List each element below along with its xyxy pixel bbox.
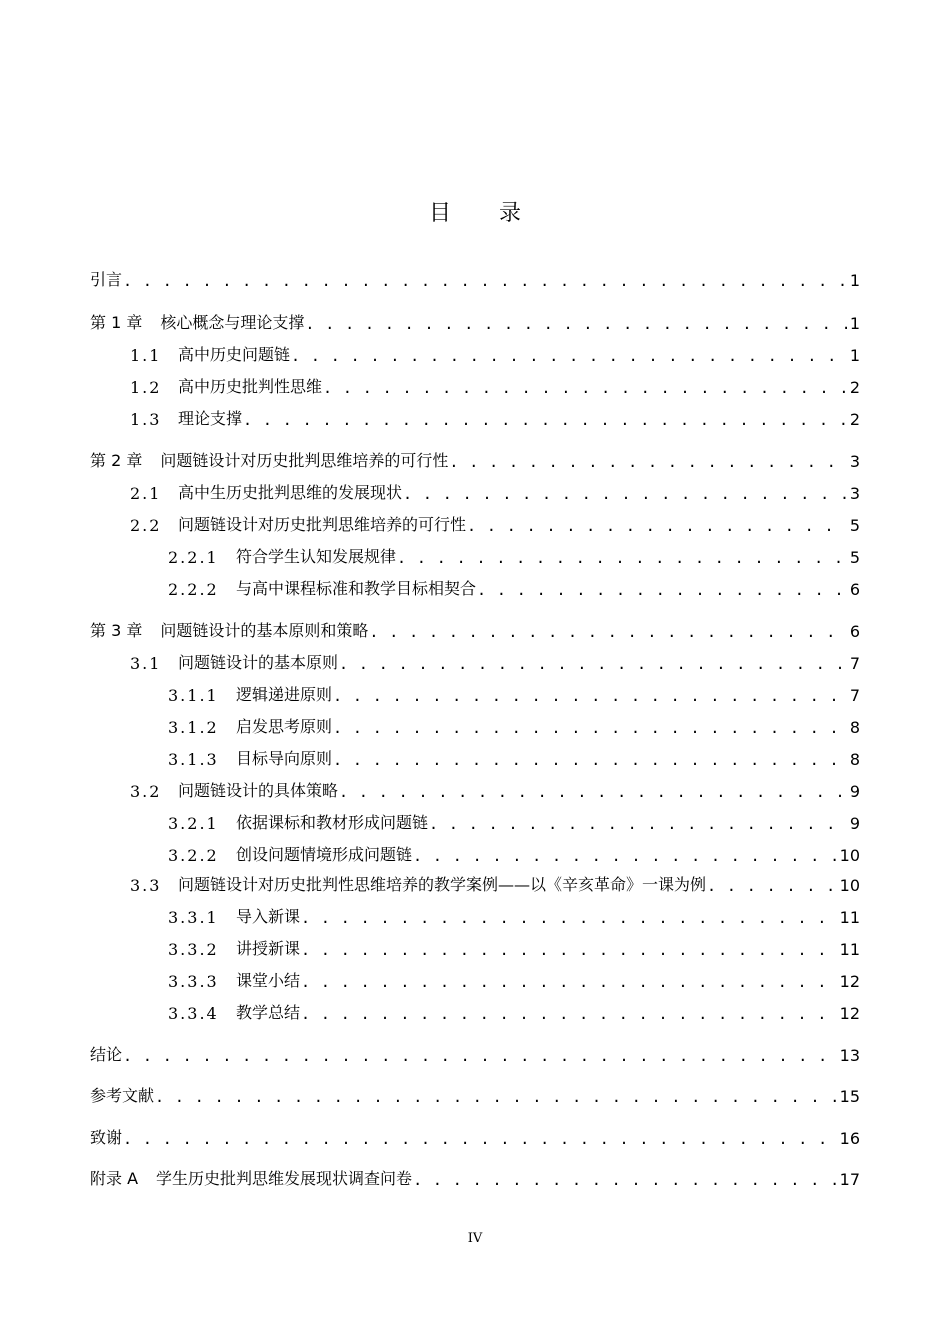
- toc-entry-label: [130, 650, 338, 673]
- toc-entry[interactable]: [90, 266, 860, 290]
- toc-entry-page: 1: [849, 314, 860, 333]
- dot-leader: [403, 483, 847, 503]
- toc-entry-label: [130, 374, 322, 397]
- toc-entry[interactable]: [130, 649, 860, 673]
- dot-leader: [301, 907, 837, 927]
- toc-entry-label: [90, 1083, 154, 1106]
- toc-entry-label: [168, 576, 476, 599]
- toc-entry-label: [90, 1042, 122, 1065]
- toc-entry-title: 问题链设计对历史批判性思维培养的教学案例——以《辛亥革命》一课为例: [178, 875, 707, 894]
- toc-entry[interactable]: [130, 511, 860, 535]
- toc-entry-label: [130, 480, 402, 503]
- toc-entry-label: [130, 342, 290, 365]
- toc-entry-number: 2.2.1: [168, 548, 219, 567]
- toc-entry-title: 高中生历史批判思维的发展现状: [178, 483, 403, 502]
- toc-entry-label: [90, 1166, 412, 1189]
- toc-entry[interactable]: [130, 405, 860, 429]
- toc-entry-number: 3.2.1: [168, 814, 219, 833]
- toc-entry[interactable]: [168, 903, 860, 927]
- dot-leader: [429, 813, 847, 833]
- dot-leader: [369, 621, 846, 641]
- toc-entry-title: 学生历史批判思维发展现状调查问卷: [156, 1169, 413, 1188]
- toc-entry[interactable]: [130, 479, 860, 503]
- toc-entry-page: 5: [849, 516, 860, 535]
- toc-entry[interactable]: [168, 713, 860, 737]
- toc-entry[interactable]: [90, 617, 860, 641]
- toc-entry-label: [168, 682, 332, 705]
- toc-entry[interactable]: [90, 1082, 860, 1106]
- toc-entry-title: 依据课标和教材形成问题链: [236, 813, 429, 832]
- toc-entry-label: [168, 810, 428, 833]
- toc-entry-title: 教学总结: [236, 1003, 301, 1022]
- toc-entry[interactable]: [130, 777, 860, 801]
- toc-entry[interactable]: [168, 935, 860, 959]
- toc-entry-number: 附录 A: [90, 1169, 139, 1188]
- toc-entry-page: 16: [839, 1129, 860, 1148]
- toc-entry-number: 3.2.2: [168, 846, 219, 865]
- toc-entry-title: 引言: [90, 270, 123, 289]
- toc-entry-number: 3.1.2: [168, 718, 219, 737]
- dot-leader: [323, 377, 847, 397]
- toc-entry-title: 目标导向原则: [236, 749, 333, 768]
- toc-entry-number: 1.3: [130, 410, 162, 429]
- toc-entry-title: 逻辑递进原则: [236, 685, 333, 704]
- dot-leader: [301, 939, 837, 959]
- toc-entry-label: [168, 544, 396, 567]
- toc-entry-page: 9: [849, 782, 860, 801]
- toc-entry-title: 高中历史批判性思维: [178, 377, 323, 396]
- toc-entry-number: 2.1: [130, 484, 162, 503]
- toc-entry-page: 11: [839, 908, 860, 927]
- toc-entry-page: 1: [849, 346, 860, 365]
- toc-entry[interactable]: [90, 447, 860, 471]
- toc-entry-page: 3: [849, 484, 860, 503]
- toc-entry-page: 12: [839, 972, 860, 991]
- toc-entry[interactable]: [90, 1041, 860, 1065]
- toc-entry[interactable]: [90, 1124, 860, 1148]
- toc-entry-page: 6: [849, 580, 860, 599]
- toc-entry-title: 与高中课程标准和教学目标相契合: [236, 579, 477, 598]
- toc-entry-number: 第 1 章: [90, 313, 143, 332]
- toc-entry-label: [168, 968, 300, 991]
- toc-entry-title: 符合学生认知发展规律: [236, 547, 397, 566]
- toc-entry[interactable]: [90, 1165, 860, 1189]
- toc-entry-label: [90, 1125, 122, 1148]
- toc-entry-number: 3.3.2: [168, 940, 219, 959]
- toc-entry-number: 3.1.1: [168, 686, 219, 705]
- dot-leader: [339, 653, 847, 673]
- toc-entry[interactable]: [168, 745, 860, 769]
- toc-title-char-2: 录: [499, 201, 522, 226]
- dot-leader: [333, 749, 847, 769]
- dot-leader: [339, 781, 847, 801]
- dot-leader: [413, 845, 837, 865]
- toc-entry-number: 第 3 章: [90, 621, 143, 640]
- toc-entry-page: 7: [849, 654, 860, 673]
- toc-entry-title: 高中历史问题链: [178, 345, 291, 364]
- dot-leader: [305, 313, 846, 333]
- toc-entry[interactable]: [168, 543, 860, 567]
- toc-entry-label: [168, 746, 332, 769]
- toc-entry-title: 导入新课: [236, 907, 301, 926]
- toc-entry-number: 3.3.1: [168, 908, 219, 927]
- toc-entry[interactable]: [130, 373, 860, 397]
- toc-entry-page: 17: [839, 1170, 860, 1189]
- toc-entry-number: 2.2.2: [168, 580, 219, 599]
- toc-entry[interactable]: [168, 575, 860, 599]
- dot-leader: [333, 685, 847, 705]
- toc-entry[interactable]: [168, 967, 860, 991]
- toc-entry-number: 3.3.4: [168, 1004, 219, 1023]
- toc-entry-page: 10: [839, 876, 860, 895]
- toc-entry-page: 7: [849, 686, 860, 705]
- dot-leader: [449, 451, 846, 471]
- toc-entry-title: 问题链设计对历史批判思维培养的可行性: [178, 515, 467, 534]
- toc-entry-number: 1.2: [130, 378, 162, 397]
- dot-leader: [243, 409, 847, 429]
- toc-entry[interactable]: [168, 841, 860, 865]
- toc-entry-page: 13: [839, 1046, 860, 1065]
- dot-leader: [707, 875, 837, 895]
- toc-entry-number: 3.1.3: [168, 750, 219, 769]
- dot-leader: [123, 270, 847, 290]
- dot-leader: [123, 1128, 837, 1148]
- toc-entry-title: 结论: [90, 1045, 123, 1064]
- toc-entry-title: 问题链设计对历史批判思维培养的可行性: [160, 451, 449, 470]
- toc-entry-page: 9: [849, 814, 860, 833]
- toc-entry-page: 10: [839, 846, 860, 865]
- page-number-footer: IV: [467, 1231, 483, 1246]
- dot-leader: [123, 1045, 837, 1065]
- toc-title-char-1: 目: [428, 201, 451, 226]
- toc-entry-page: 5: [849, 548, 860, 567]
- toc-entry-page: 11: [839, 940, 860, 959]
- toc-entry[interactable]: [168, 681, 860, 705]
- dot-leader: [301, 1003, 837, 1023]
- toc-entry-label: [130, 872, 706, 895]
- toc-entry-number: 3.1: [130, 654, 162, 673]
- toc-entry-label: [168, 1000, 300, 1023]
- toc-entry-label: [90, 448, 448, 471]
- toc-entry-label: [130, 778, 338, 801]
- toc-entry-title: 问题链设计的基本原则: [178, 653, 339, 672]
- toc-entry-page: 6: [849, 622, 860, 641]
- toc-entry-title: 问题链设计的基本原则和策略: [160, 621, 369, 640]
- toc-entry-label: [130, 406, 242, 429]
- dot-leader: [467, 515, 847, 535]
- toc-entry-label: [130, 512, 466, 535]
- dot-leader: [291, 345, 847, 365]
- dot-leader: [477, 579, 847, 599]
- toc-entry-label: [168, 904, 300, 927]
- dot-leader: [333, 717, 847, 737]
- toc-entry-label: [90, 267, 122, 290]
- toc-entry-number: 2.2: [130, 516, 162, 535]
- dot-leader: [155, 1086, 837, 1106]
- dot-leader: [397, 547, 847, 567]
- toc-entry-title: 参考文献: [90, 1086, 155, 1105]
- toc-entry[interactable]: [168, 999, 860, 1023]
- toc-entry-page: 2: [849, 378, 860, 397]
- toc-entry-page: 3: [849, 452, 860, 471]
- toc-entry-title: 课堂小结: [236, 971, 301, 990]
- toc-entry-number: 3.2: [130, 782, 162, 801]
- toc-entry-title: 问题链设计的具体策略: [178, 781, 339, 800]
- toc-entry-title: 讲授新课: [236, 939, 301, 958]
- toc-entry-label: [90, 618, 368, 641]
- dot-leader: [413, 1169, 837, 1189]
- toc-entry-number: 第 2 章: [90, 451, 143, 470]
- toc-entry[interactable]: [168, 809, 860, 833]
- toc-entry-label: [90, 310, 304, 333]
- toc-entry-number: 3.3.3: [168, 972, 219, 991]
- toc-entry-title: 核心概念与理论支撑: [160, 313, 305, 332]
- toc-entry-page: 8: [849, 718, 860, 737]
- toc-entry[interactable]: [130, 871, 860, 895]
- toc-entry-page: 15: [839, 1087, 860, 1106]
- toc-entry-label: [168, 842, 412, 865]
- toc-entry-page: 8: [849, 750, 860, 769]
- toc-entry-title: 致谢: [90, 1128, 123, 1147]
- toc-entry-number: 3.3: [130, 876, 162, 895]
- toc-entry-label: [168, 714, 332, 737]
- toc-entry-title: 启发思考原则: [236, 717, 333, 736]
- toc-title: [0, 196, 950, 227]
- toc-entry-number: 1.1: [130, 346, 162, 365]
- dot-leader: [301, 971, 837, 991]
- toc-entry[interactable]: [130, 341, 860, 365]
- toc-entry-title: 创设问题情境形成问题链: [236, 845, 413, 864]
- toc-entry-label: [168, 936, 300, 959]
- toc-entry-page: 12: [839, 1004, 860, 1023]
- toc-entry-page: 1: [849, 271, 860, 290]
- toc-entry-title: 理论支撑: [178, 409, 243, 428]
- toc-entry-page: 2: [849, 410, 860, 429]
- toc-entry[interactable]: [90, 309, 860, 333]
